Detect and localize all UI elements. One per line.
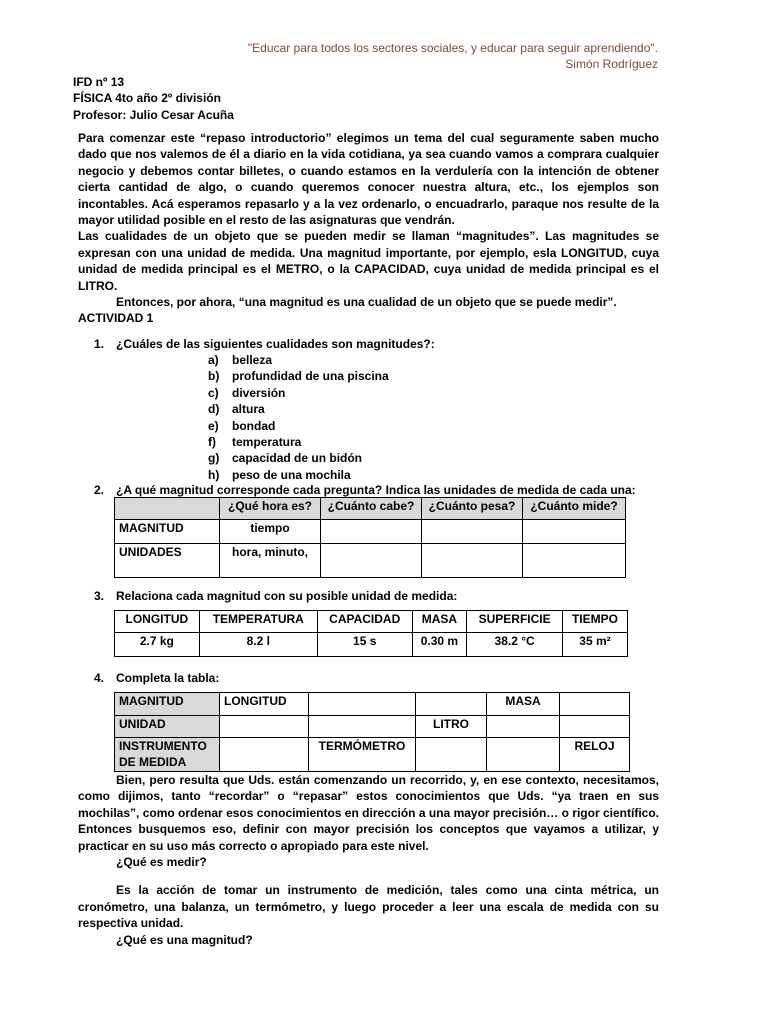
definition-lead: Entonces, por ahora, xyxy=(116,295,239,310)
option-item: h) peso de una mochila xyxy=(208,467,351,482)
table-cell xyxy=(523,520,626,544)
document-header xyxy=(73,74,234,123)
outro-paragraph-1: Bien, pero resulta que Uds. están comenzando un recorrido, y, en ese contexto, necesitamos, como dijimos, tanto “recordar” o “repasar” estos conocimientos que Uds. “ya traen en sus mochilas”, como ordenar esos conocimientos en dirección a una mayor precisión… o rigor científico. Entonces busquemos eso, definir con mayor precisión los conceptos que vayamos a utilizar, y practicar en su uso más correcto o apropiado para este nivel. xyxy=(78,773,659,853)
table-cell: UNIDAD xyxy=(115,716,220,738)
question-text: Completa la tabla: xyxy=(116,671,220,685)
table-cell xyxy=(309,716,416,738)
table-cell xyxy=(321,544,422,578)
epigraph-text: "Educar para todos los sectores sociales, y educar para seguir aprendiendo". xyxy=(247,41,658,55)
table-cell: MAGNITUD xyxy=(115,520,220,544)
question-number: 2. xyxy=(94,483,105,497)
table-cell xyxy=(220,716,309,738)
table-cell: 38.2 °C xyxy=(467,633,563,657)
table-cell: UNIDADES xyxy=(115,544,220,578)
table-cell xyxy=(487,738,560,772)
table-cell xyxy=(422,520,523,544)
question-2 xyxy=(94,482,636,498)
question-text: Relaciona cada magnitud con su posible unidad de medida: xyxy=(116,589,458,603)
definition-end: . xyxy=(613,295,617,310)
question-text: ¿A qué magnitud corresponde cada pregunta? Indica las unidades de medida de cada una: xyxy=(116,483,636,497)
definition-text: “una magnitud es una cualidad de un objeto que se puede medir” xyxy=(238,295,614,310)
option-item: f) temperatura xyxy=(208,434,302,449)
intro-paragraph-1: Para comenzar este “repaso introductorio” elegimos un tema del cual seguramente saben mucho dado que nos valemos de él a diario en la vida cotidiana, ya sea cuando vamos a comprara cualquier negocio y debemos contar billetes, o cuando estamos en la verdulería con la intención de obtener cierta cantidad de algo, o cuando queremos conocer nuestra altura, etc., los ejemplos son incontables. Acá esperamos repasarlo y a la vez ordenarlo, o encuadrarlo, paraque nos resulte de la mayor utilidad posible en el resto de las asignaturas que vendrán. xyxy=(78,131,659,228)
table-cell: LITRO xyxy=(416,716,487,738)
table-cell xyxy=(523,544,626,578)
q3-table xyxy=(114,610,628,657)
table-cell: MASA xyxy=(412,611,467,633)
table-cell xyxy=(487,716,560,738)
table-cell: 35 m² xyxy=(562,633,627,657)
table-cell xyxy=(321,520,422,544)
option-item: b) profundidad de una piscina xyxy=(208,369,389,384)
table-cell: ¿Cuánto pesa? xyxy=(422,498,523,520)
table-cell: ¿Cuánto mide? xyxy=(523,498,626,520)
table-cell xyxy=(416,693,487,716)
table-cell: 2.7 kg xyxy=(115,633,200,657)
epigraph-author: Simón Rodríguez xyxy=(565,57,658,72)
course: FÍSICA 4to año 2º división xyxy=(73,91,221,106)
teacher: Profesor: Julio Cesar Acuña xyxy=(73,107,234,122)
intro-paragraph-3 xyxy=(78,294,659,310)
q2-table xyxy=(114,497,626,578)
table-cell: INSTRUMENTO DE MEDIDA xyxy=(115,738,220,772)
table-cell: hora, minuto, xyxy=(220,544,321,578)
question-number: 4. xyxy=(94,671,105,685)
table-cell xyxy=(560,693,630,716)
table-cell: 15 s xyxy=(317,633,412,657)
institution: IFD nº 13 xyxy=(73,75,125,89)
question-text: ¿Cuáles de las siguientes cualidades son magnitudes?: xyxy=(116,337,435,351)
intro-paragraph-2: Las cualidades de un objeto que se pueden medir se llaman “magnitudes”. Las magnitudes se expresan con una unidad de medida. Una magnitud importante, por ejemplo, esla LONGITUD, cuya unidad de medida principal es el METRO, o la CAPACIDAD, cuya unidad de medida principal es el LITRO. xyxy=(78,229,659,293)
option-item: c) diversión xyxy=(208,385,286,400)
question-4 xyxy=(94,670,219,686)
table-cell: MAGNITUD xyxy=(115,693,220,716)
table-cell: CAPACIDAD xyxy=(317,611,412,633)
table-cell xyxy=(422,544,523,578)
epigraph xyxy=(200,40,658,73)
table-cell xyxy=(416,738,487,772)
table-cell: tiempo xyxy=(220,520,321,544)
table-cell xyxy=(309,693,416,716)
table-cell: MASA xyxy=(487,693,560,716)
question-what-is-measuring: ¿Qué es medir? xyxy=(116,855,207,870)
table-cell: TEMPERATURA xyxy=(199,611,317,633)
table-cell: 8.2 l xyxy=(199,633,317,657)
table-cell: TIEMPO xyxy=(562,611,627,633)
q1-options xyxy=(208,352,389,483)
option-item: g) capacidad de un bidón xyxy=(208,451,363,466)
table-cell: ¿Qué hora es? xyxy=(220,498,321,520)
option-item: d) altura xyxy=(208,402,265,417)
question-what-is-magnitude: ¿Qué es una magnitud? xyxy=(116,932,253,947)
table-cell: ¿Cuánto cabe? xyxy=(321,498,422,520)
table-cell xyxy=(220,738,309,772)
outro-paragraph-2: Es la acción de tomar un instrumento de medición, tales como una cinta métrica, un cronómetro, una balanza, un termómetro, y luego proceder a leer una escala de medida con su respectiva unidad. xyxy=(78,883,659,931)
table-cell xyxy=(115,498,220,520)
question-number: 3. xyxy=(94,589,105,603)
intro-section xyxy=(78,130,659,327)
table-cell: SUPERFICIE xyxy=(467,611,563,633)
outro-section xyxy=(78,772,659,948)
option-item: e) bondad xyxy=(208,418,276,433)
table-cell: RELOJ xyxy=(560,738,630,772)
table-cell: LONGITUD xyxy=(115,611,200,633)
activity-title: ACTIVIDAD 1 xyxy=(78,311,154,326)
table-cell: LONGITUD xyxy=(220,693,309,716)
q4-table xyxy=(114,692,630,772)
question-1 xyxy=(94,336,435,352)
table-cell: 0.30 m xyxy=(412,633,467,657)
option-item: a) belleza xyxy=(208,353,273,367)
question-3 xyxy=(94,588,457,604)
table-cell xyxy=(560,716,630,738)
question-number: 1. xyxy=(94,337,105,351)
table-cell: TERMÓMETRO xyxy=(309,738,416,772)
